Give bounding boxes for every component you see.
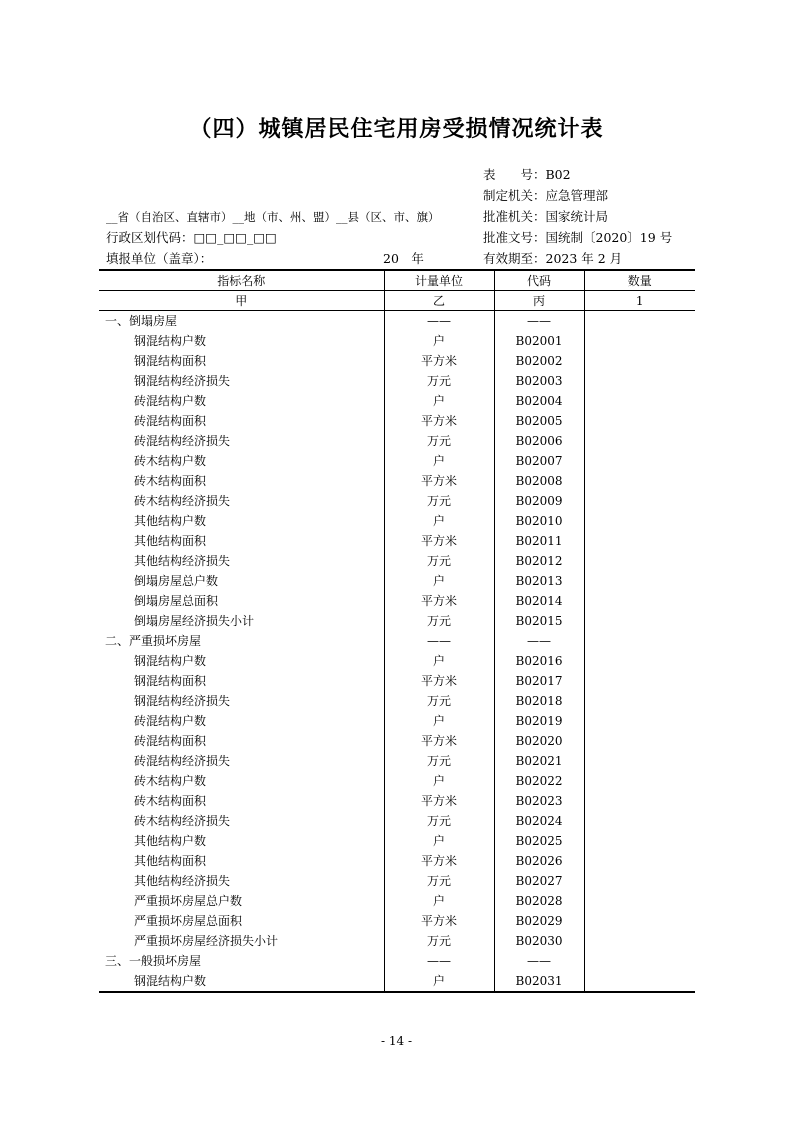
- indicator-name-cell: 倒塌房屋经济损失小计: [134, 614, 255, 628]
- unit-cell: 户: [384, 831, 494, 851]
- code-cell: ——: [494, 951, 584, 971]
- quantity-cell[interactable]: [584, 711, 695, 731]
- table-section-row: [99, 631, 695, 651]
- indicator-name-cell: 严重损坏房屋总面积: [134, 914, 243, 928]
- table-row: [99, 911, 695, 931]
- header-unit: 计量单位: [384, 270, 494, 291]
- unit-cell: 户: [384, 451, 494, 471]
- unit-cell: ——: [384, 311, 494, 332]
- division-code: 行政区划代码：□□_□□_□□: [106, 230, 277, 245]
- page-number: - 14 -: [380, 1034, 412, 1048]
- code-cell: B02017: [494, 671, 584, 691]
- quantity-cell[interactable]: [584, 911, 695, 931]
- table-row: [99, 811, 695, 831]
- unit-cell: 万元: [384, 811, 494, 831]
- table-row: [99, 411, 695, 431]
- indicator-name-cell: 三、一般损坏房屋: [105, 954, 202, 968]
- unit-cell: 万元: [384, 691, 494, 711]
- indicator-name-cell: 砖混结构户数: [134, 714, 207, 728]
- table-row: [99, 771, 695, 791]
- quantity-cell[interactable]: [584, 391, 695, 411]
- code-cell: B02009: [494, 491, 584, 511]
- quantity-cell[interactable]: [584, 791, 695, 811]
- table-row: [99, 591, 695, 611]
- code-cell: B02021: [494, 751, 584, 771]
- quantity-cell[interactable]: [584, 811, 695, 831]
- code-cell: B02015: [494, 611, 584, 631]
- quantity-cell[interactable]: [584, 671, 695, 691]
- table-row: [99, 351, 695, 371]
- table-row: [99, 391, 695, 411]
- unit-cell: 平方米: [384, 671, 494, 691]
- region-line: __省（自治区、直辖市）__地（市、州、盟）__县（区、市、旗）: [106, 210, 440, 224]
- table-row: [99, 931, 695, 951]
- table-row: [99, 451, 695, 471]
- code-cell: B02004: [494, 391, 584, 411]
- unit-cell: 平方米: [384, 471, 494, 491]
- unit-cell: 户: [384, 511, 494, 531]
- indicator-name-cell: 砖木结构户数: [134, 774, 207, 788]
- statistics-table: [99, 269, 695, 993]
- indicator-name-cell: 砖木结构面积: [134, 474, 207, 488]
- code-cell: B02030: [494, 931, 584, 951]
- code-cell: B02006: [494, 431, 584, 451]
- indicator-name-cell: 严重损坏房屋经济损失小计: [134, 934, 279, 948]
- quantity-cell[interactable]: [584, 411, 695, 431]
- quantity-cell[interactable]: [584, 511, 695, 531]
- indicator-name-cell: 其他结构户数: [134, 834, 207, 848]
- table-section-row: [99, 951, 695, 971]
- valid-until: 有效期至：2023 年 2 月: [483, 251, 623, 266]
- indicator-name-cell: 其他结构面积: [134, 534, 207, 548]
- unit-cell: 户: [384, 391, 494, 411]
- subheader-jia: 甲: [99, 291, 384, 311]
- quantity-cell[interactable]: [584, 431, 695, 451]
- table-row: [99, 511, 695, 531]
- quantity-cell[interactable]: [584, 471, 695, 491]
- table-row: [99, 531, 695, 551]
- table-body: [99, 311, 695, 993]
- code-cell: ——: [494, 631, 584, 651]
- indicator-name-cell: 钢混结构经济损失: [134, 374, 231, 388]
- code-cell: ——: [494, 311, 584, 332]
- code-cell: B02023: [494, 791, 584, 811]
- table-row: [99, 551, 695, 571]
- quantity-cell[interactable]: [584, 611, 695, 631]
- code-cell: B02011: [494, 531, 584, 551]
- quantity-cell[interactable]: [584, 751, 695, 771]
- quantity-cell[interactable]: [584, 771, 695, 791]
- filler-unit: 填报单位（盖章）：: [106, 251, 213, 266]
- quantity-cell[interactable]: [584, 571, 695, 591]
- code-cell: B02028: [494, 891, 584, 911]
- indicator-name-cell: 倒塌房屋总面积: [134, 594, 219, 608]
- indicator-name-cell: 钢混结构面积: [134, 674, 207, 688]
- unit-cell: 平方米: [384, 731, 494, 751]
- unit-cell: 户: [384, 651, 494, 671]
- indicator-name-cell: 二、严重损坏房屋: [105, 634, 202, 648]
- quantity-cell[interactable]: [584, 891, 695, 911]
- table-row: [99, 571, 695, 591]
- page-title: （四）城镇居民住宅用房受损情况统计表: [189, 117, 604, 142]
- code-cell: B02026: [494, 851, 584, 871]
- indicator-name-cell: 钢混结构户数: [99, 971, 384, 992]
- quantity-cell[interactable]: [584, 951, 695, 971]
- indicator-name-cell: 砖混结构经济损失: [134, 434, 231, 448]
- code-cell: B02001: [494, 331, 584, 351]
- code-cell: B02007: [494, 451, 584, 471]
- quantity-cell[interactable]: [584, 691, 695, 711]
- table-row: [99, 491, 695, 511]
- table-row: [99, 431, 695, 451]
- indicator-name-cell: 砖混结构经济损失: [134, 754, 231, 768]
- code-cell: B02027: [494, 871, 584, 891]
- subheader-1: 1: [584, 291, 695, 311]
- unit-cell: 平方米: [384, 531, 494, 551]
- unit-cell: 户: [384, 971, 494, 992]
- table-section-row: [99, 311, 695, 332]
- code-cell: B02010: [494, 511, 584, 531]
- unit-cell: 万元: [384, 551, 494, 571]
- table-number: 表 号：B02: [483, 167, 571, 182]
- code-cell: B02024: [494, 811, 584, 831]
- quantity-cell[interactable]: [584, 451, 695, 471]
- unit-cell: 户: [384, 771, 494, 791]
- code-cell: B02022: [494, 771, 584, 791]
- unit-cell: 户: [384, 571, 494, 591]
- header-code: 代码: [494, 270, 584, 291]
- table-row: [99, 651, 695, 671]
- approving-agency: 批准机关：国家统计局: [483, 209, 609, 224]
- table-row: [99, 471, 695, 491]
- indicator-name-cell: 其他结构经济损失: [134, 554, 231, 568]
- header-indicator-name: 指标名称: [99, 270, 384, 291]
- unit-cell: 平方米: [384, 591, 494, 611]
- code-cell: B02014: [494, 591, 584, 611]
- quantity-cell[interactable]: [584, 851, 695, 871]
- quantity-cell[interactable]: [584, 531, 695, 551]
- unit-cell: 平方米: [384, 911, 494, 931]
- indicator-name-cell: 倒塌房屋总户数: [134, 574, 219, 588]
- unit-cell: 万元: [384, 371, 494, 391]
- quantity-cell[interactable]: [584, 971, 695, 992]
- quantity-cell[interactable]: [584, 551, 695, 571]
- subheader-yi: 乙: [384, 291, 494, 311]
- indicator-name-cell: 砖木结构经济损失: [134, 494, 231, 508]
- indicator-name-cell: 砖木结构面积: [134, 794, 207, 808]
- table-row: [99, 891, 695, 911]
- table-row: [99, 751, 695, 771]
- indicator-name-cell: 砖木结构户数: [134, 454, 207, 468]
- quantity-cell[interactable]: [584, 931, 695, 951]
- quantity-cell[interactable]: [584, 871, 695, 891]
- quantity-cell[interactable]: [584, 591, 695, 611]
- table-row: [99, 371, 695, 391]
- unit-cell: 户: [384, 331, 494, 351]
- table-row: [99, 671, 695, 691]
- table-header-row: [99, 270, 695, 291]
- code-cell: B02012: [494, 551, 584, 571]
- quantity-cell[interactable]: [584, 371, 695, 391]
- quantity-cell[interactable]: [584, 331, 695, 351]
- indicator-name-cell: 砖混结构面积: [134, 734, 207, 748]
- code-cell: B02005: [494, 411, 584, 431]
- unit-cell: 万元: [384, 611, 494, 631]
- indicator-name-cell: 钢混结构户数: [134, 654, 207, 668]
- indicator-name-cell: 砖混结构户数: [134, 394, 207, 408]
- indicator-name-cell: 其他结构面积: [134, 854, 207, 868]
- code-cell: B02013: [494, 571, 584, 591]
- code-cell: B02020: [494, 731, 584, 751]
- quantity-cell[interactable]: [584, 831, 695, 851]
- quantity-cell[interactable]: [584, 731, 695, 751]
- indicator-name-cell: 钢混结构面积: [134, 354, 207, 368]
- unit-cell: 户: [384, 891, 494, 911]
- report-year: 20 年: [383, 251, 424, 266]
- indicator-name-cell: 一、倒塌房屋: [105, 314, 178, 328]
- code-cell: B02002: [494, 351, 584, 371]
- code-cell: B02019: [494, 711, 584, 731]
- unit-cell: 户: [384, 711, 494, 731]
- unit-cell: 万元: [384, 871, 494, 891]
- quantity-cell[interactable]: [584, 651, 695, 671]
- subheader-bing: 丙: [494, 291, 584, 311]
- indicator-name-cell: 严重损坏房屋总户数: [134, 894, 243, 908]
- indicator-name-cell: 其他结构经济损失: [134, 874, 231, 888]
- header-quantity: 数量: [584, 270, 695, 291]
- unit-cell: 万元: [384, 431, 494, 451]
- quantity-cell[interactable]: [584, 631, 695, 651]
- quantity-cell[interactable]: [584, 491, 695, 511]
- code-cell: B02008: [494, 471, 584, 491]
- indicator-name-cell: 钢混结构户数: [134, 334, 207, 348]
- unit-cell: 平方米: [384, 411, 494, 431]
- code-cell: B02016: [494, 651, 584, 671]
- unit-cell: 万元: [384, 751, 494, 771]
- unit-cell: 万元: [384, 491, 494, 511]
- indicator-name-cell: 其他结构户数: [134, 514, 207, 528]
- unit-cell: 平方米: [384, 351, 494, 371]
- unit-cell: 万元: [384, 931, 494, 951]
- table-row: [99, 331, 695, 351]
- unit-cell: ——: [384, 951, 494, 971]
- unit-cell: ——: [384, 631, 494, 651]
- code-cell: B02025: [494, 831, 584, 851]
- indicator-name-cell: 砖木结构经济损失: [134, 814, 231, 828]
- table-row: [99, 611, 695, 631]
- table-row: [99, 971, 695, 992]
- indicator-name-cell: 砖混结构面积: [134, 414, 207, 428]
- table-row: [99, 791, 695, 811]
- table-row: [99, 711, 695, 731]
- table-row: [99, 871, 695, 891]
- table-row: [99, 731, 695, 751]
- quantity-cell[interactable]: [584, 311, 695, 332]
- issuing-agency: 制定机关：应急管理部: [483, 188, 609, 203]
- table-row: [99, 691, 695, 711]
- unit-cell: 平方米: [384, 791, 494, 811]
- code-cell: B02029: [494, 911, 584, 931]
- table-row: [99, 851, 695, 871]
- approval-number: 批准文号：国统制〔2020〕19 号: [483, 230, 673, 245]
- code-cell: B02018: [494, 691, 584, 711]
- code-cell: B02003: [494, 371, 584, 391]
- unit-cell: 平方米: [384, 851, 494, 871]
- table-subheader-row: [99, 291, 695, 311]
- table-row: [99, 831, 695, 851]
- quantity-cell[interactable]: [584, 351, 695, 371]
- code-cell: B02031: [494, 971, 584, 992]
- indicator-name-cell: 钢混结构经济损失: [134, 694, 231, 708]
